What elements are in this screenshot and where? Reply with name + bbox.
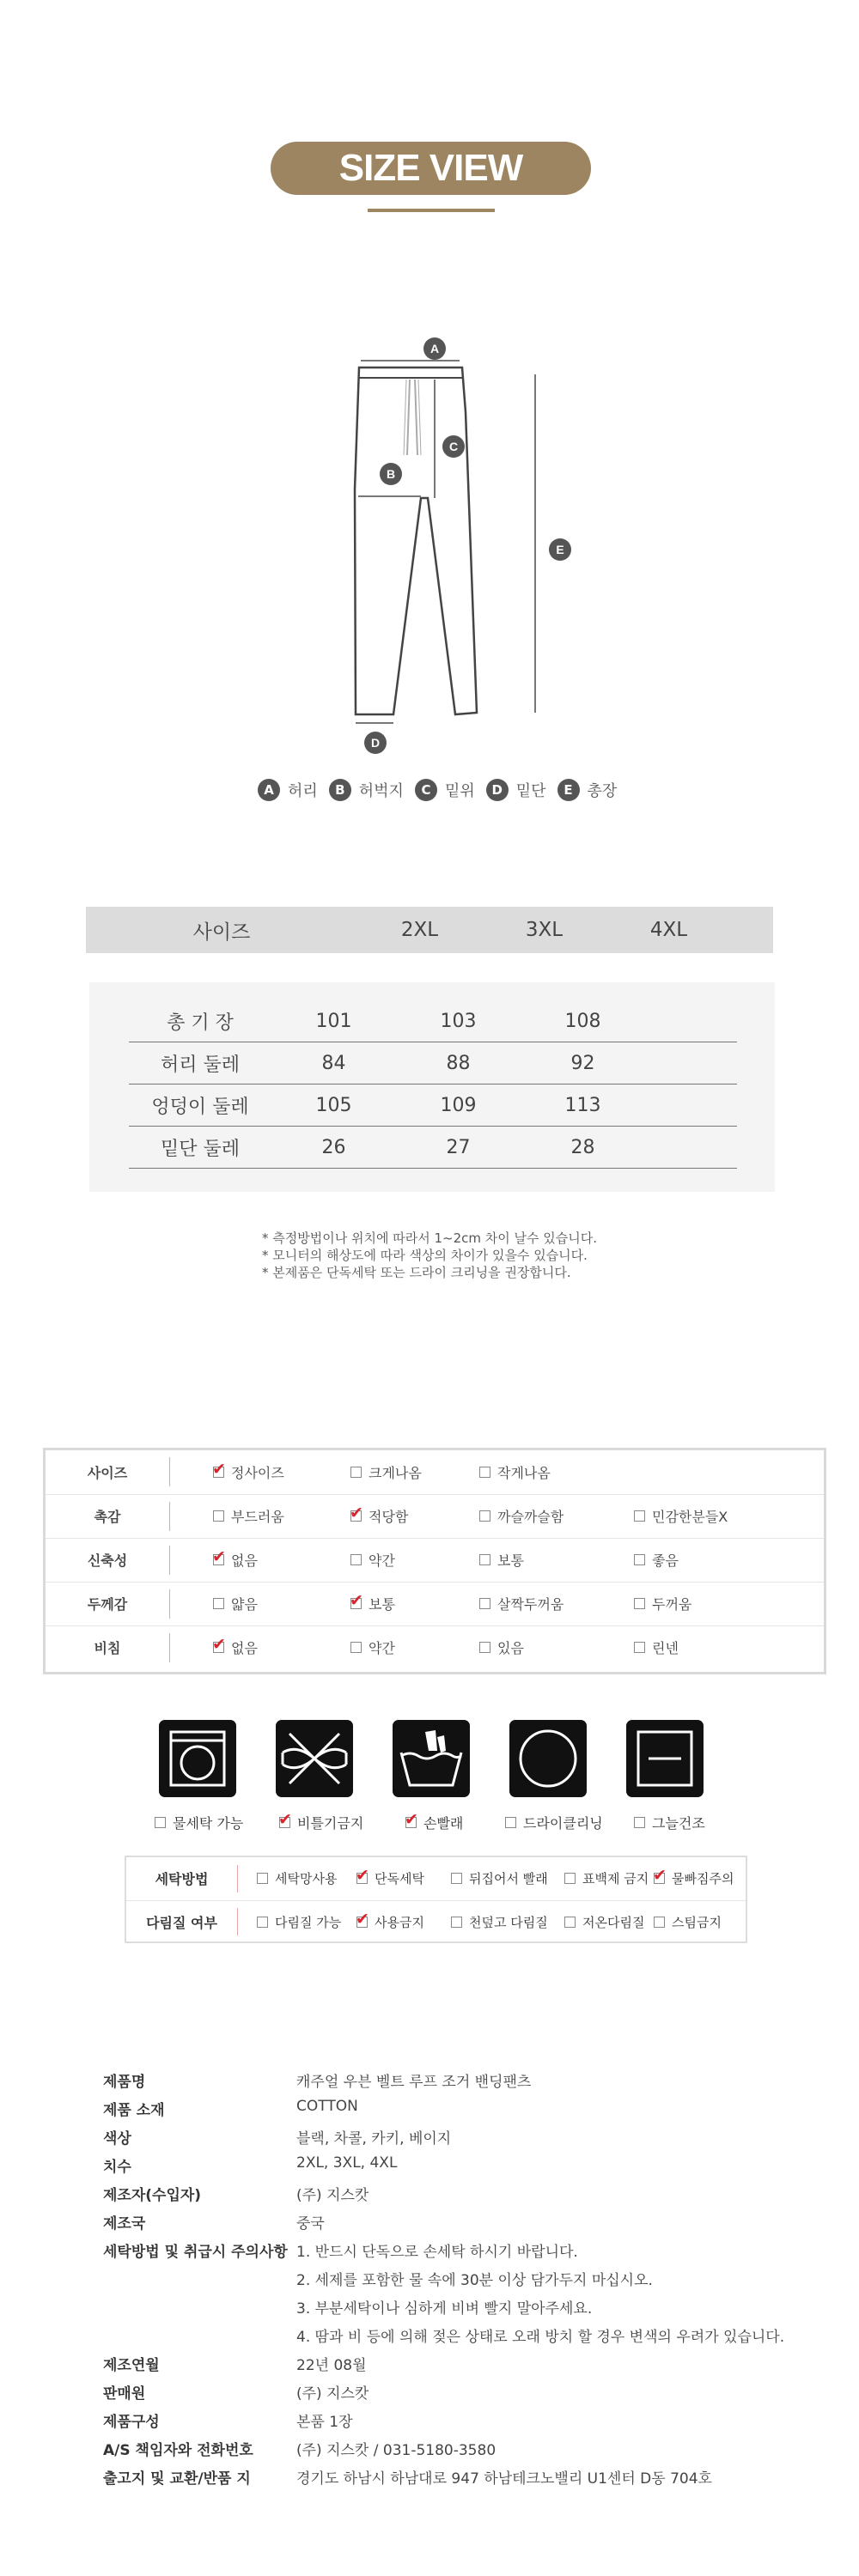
pants-diagram — [318, 326, 593, 773]
info-row: 세탁방법 및 취급시 주의사항 1. 반드시 단독으로 손세탁 하시기 바랍니다. — [103, 2244, 578, 2261]
info-row: 판매원 (주) 지스캇 — [103, 2385, 369, 2403]
svg-text:C: C — [448, 440, 459, 453]
table-row: 허리 둘레 84 88 92 — [129, 1043, 737, 1084]
info-row: 2. 세제를 포함한 물 속에 30분 이상 담가두지 마십시오. — [296, 2272, 653, 2289]
checkbox-icon — [479, 1467, 490, 1478]
fit-row-sheerness: 비침 ✔ 없음 약간 있음 린넨 — [46, 1625, 824, 1668]
wash-label: 물세탁 가능 — [155, 1813, 243, 1832]
table-row: 밑단 둘레 26 27 28 — [129, 1127, 737, 1169]
machine-wash-icon — [159, 1720, 236, 1797]
info-row: 출고지 및 교환/반품 지 경기도 하남시 하남대로 947 하남테크노밸리 U1센터 D동 704호 — [103, 2470, 712, 2488]
fit-row-stretch: 신축성 ✔ 없음 약간 보통 좋음 — [46, 1538, 824, 1581]
check-icon — [213, 1467, 224, 1478]
size-table-header: 사이즈 2XL 3XL 4XL — [86, 907, 773, 953]
info-row: 제조자(수입자) (주) 지스캇 — [103, 2187, 369, 2204]
hand-wash-icon — [393, 1720, 470, 1797]
fit-row-texture: 촉감 부드러움 ✔ 적당함 까슬까슬함 민감한분들X — [46, 1494, 824, 1537]
no-wring-icon — [276, 1720, 353, 1797]
info-row: 제품구성 본품 1장 — [103, 2414, 353, 2431]
diagram-legend: A 허리 B 허벅지 C 밑위 D 밑단 E 총장 — [258, 777, 636, 803]
info-row: 제조연월 22년 08월 — [103, 2357, 367, 2374]
wash-label: 드라이클리닝 — [505, 1813, 603, 1832]
shade-dry-icon — [626, 1720, 704, 1797]
info-row: 제조국 중국 — [103, 2215, 325, 2233]
size-table-body — [89, 982, 775, 1192]
wash-label: ✔ 비틀기금지 — [279, 1813, 363, 1832]
info-row: 제품명 캐주얼 우븐 벨트 루프 조거 밴딩팬츠 — [103, 2074, 532, 2091]
checkbox-icon — [350, 1467, 362, 1478]
size-notes: * 측정방법이나 위치에 따라서 1~2cm 차이 날수 있습니다. * 모니터의 해상도에 따라 색상의 차이가 있을수 있습니다. * 본제품은 단독세탁 또는 드라이 크리닝을 권장합니다. — [262, 1230, 597, 1280]
title-underline — [368, 209, 495, 212]
svg-text:D: D — [370, 736, 381, 750]
info-row: A/S 책임자와 전화번호 (주) 지스캇 / 031-5180-3580 — [103, 2442, 497, 2459]
svg-text:A: A — [430, 342, 440, 355]
fit-row-size: 사이즈 ✔ 정사이즈 크게나옴 작게나옴 — [46, 1450, 824, 1493]
info-row: 4. 땀과 비 등에 의해 젖은 상태로 오래 방치 할 경우 변색의 우려가 있습니다. — [296, 2329, 785, 2346]
info-row: 제품 소재 COTTON — [103, 2098, 358, 2119]
info-row: 3. 부분세탁이나 심하게 비벼 빨지 말아주세요. — [296, 2300, 593, 2318]
info-row: 색상 블랙, 차콜, 카키, 베이지 — [103, 2130, 452, 2148]
pants-outline-illustration — [318, 326, 593, 773]
dry-clean-icon — [509, 1720, 587, 1797]
fit-table — [43, 1448, 826, 1674]
wash-label: 그늘건조 — [634, 1813, 705, 1832]
fit-row-thickness: 두께감 얇음 ✔ 보통 살짝두꺼움 두꺼움 — [46, 1582, 824, 1625]
care-table — [125, 1856, 747, 1943]
table-row: 총 기 장 101 103 108 — [129, 1001, 737, 1042]
svg-text:B: B — [386, 467, 396, 481]
wash-label: ✔ 손빨래 — [405, 1813, 463, 1832]
size-view-title: SIZE VIEW — [271, 142, 591, 195]
care-row-iron: 다림질 여부 다림질 가능 ✔ 사용금지 천덮고 다림질 저온다림질 스팀금지 — [126, 1900, 746, 1942]
svg-text:E: E — [556, 543, 564, 556]
table-row: 엉덩이 둘레 105 109 113 — [129, 1085, 737, 1127]
care-row-wash: 세탁방법 세탁망사용 ✔ 단독세탁 뒤집어서 빨래 표백제 금지 ✔ 물빠짐주의 — [126, 1857, 746, 1899]
info-row: 치수 2XL, 3XL, 4XL — [103, 2154, 398, 2176]
